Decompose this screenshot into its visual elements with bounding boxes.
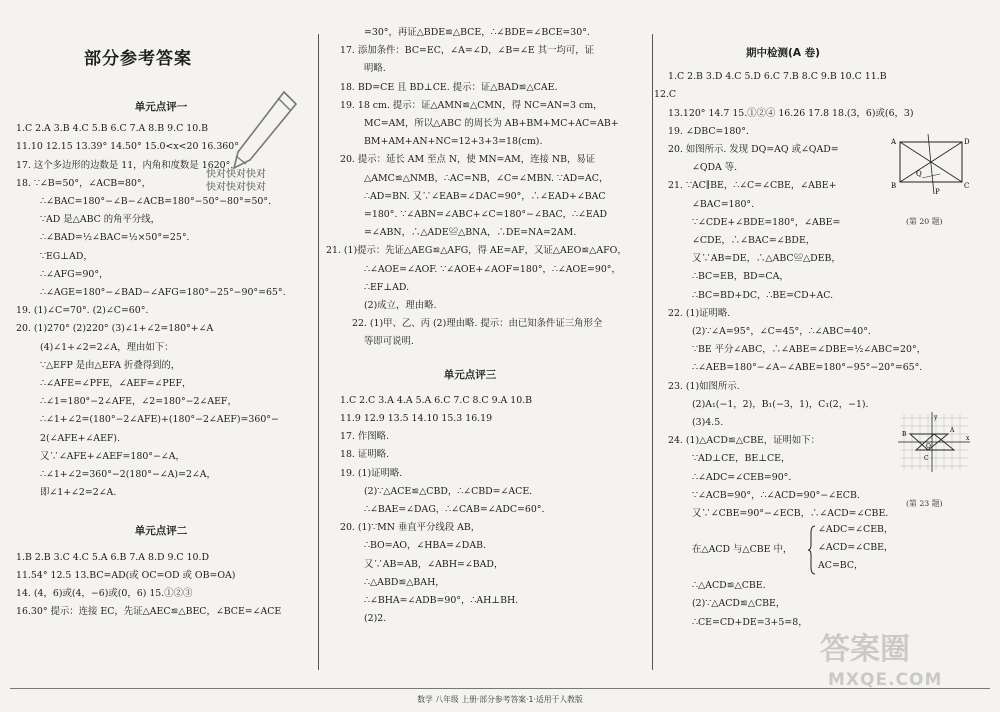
answer-line: △AMC≌△NMB，∴AC=NB，∠C=∠MBN. ∵AD=AC， [364, 172, 609, 184]
handwriting-line: 快对快对快对 [206, 169, 266, 180]
figure-20-label: B [891, 182, 897, 190]
answer-line: ∠CDE，∴∠BAC=∠BDE， [692, 235, 816, 247]
answer-line: ∠ADC=∠CEB， [818, 524, 894, 536]
answer-line: ∴EF⊥AD. [364, 281, 410, 293]
answer-line: ∴BO=AO，∠HBA=∠DAB. [364, 540, 486, 552]
figure-20-label: Q [916, 170, 922, 178]
answer-line: BM+AM+AN+NC=12+3+3=18(cm). [364, 136, 543, 148]
answer-line: 16.30° 提示：连接 EC，先证△AEC≌△BEC，∠BCE=∠ACE [16, 606, 282, 618]
answer-line: ∴∠1=180°−2∠AFE，∠2=180°−2∠AEF， [40, 396, 237, 408]
answer-line: 21. ∵AC∥BE，∴∠C=∠CBE，∠ABE+ [668, 180, 837, 192]
figure-20-label: C [964, 182, 970, 190]
answer-line: ∠ACD=∠CBE， [818, 542, 894, 554]
figure-20-label: A [891, 138, 897, 146]
answer-line: (3)4.5. [692, 417, 724, 429]
answer-line: 19. (1)证明略. [340, 467, 403, 479]
figure-23-grid [896, 412, 972, 474]
answer-line: ∴∠BAE=∠DAG，∴∠CAB=∠ADC=60°. [364, 504, 545, 516]
answer-line: 19. 18 cm. 提示：证△AMN≌△CMN，得 NC=AN=3 cm， [340, 99, 603, 111]
answer-line: 等即可说明. [364, 336, 414, 348]
figure-23-label: O [926, 443, 931, 450]
answer-line: (4)∠1+∠2=2∠A，理由如下： [40, 341, 174, 353]
answer-line: =30°，再证△BDE≌△BCE，∴∠BDE=∠BCE=30°. [364, 27, 590, 38]
answer-line: 22. (1)甲、乙、丙 (2)理由略. 提示：由已知条件证三角形全 [352, 318, 603, 330]
answer-line: 又∵AB=AB，∠ABH=∠BAD， [364, 558, 504, 570]
answer-line: 17. 添加条件：BC=EC，∠A=∠D，∠B=∠E 其一均可，证 [340, 45, 595, 57]
answer-line: ∴∠BAD=½∠BAC=½×50°=25°. [40, 232, 190, 244]
section-heading-unit2: 单元点评二 [134, 525, 188, 538]
answer-line: ∵△EFP 是由△EFA 折叠得到的， [40, 359, 181, 371]
answer-line: 20. (1)∵MN 垂直平分线段 AB， [340, 522, 481, 534]
answer-line: 1.C 2.A 3.B 4.C 5.B 6.C 7.A 8.B 9.C 10.B [16, 123, 209, 135]
answer-line: ∴∠AFE=∠PFE，∠AEF=∠PEF， [40, 378, 192, 390]
answer-line: 11.54° 12.5 13.BC=AD(或 OC=OD 或 OB=OA) [16, 569, 236, 581]
answer-line: ∠BAC=180°. [692, 198, 755, 210]
answer-line: 19. ∠DBC=180°. [668, 125, 749, 137]
watermark-url: MXQE.COM [828, 670, 943, 690]
column-1 [16, 98, 306, 621]
answer-line: 13.120° 14.7 15.①②④ 16.26 17.8 18.(3，6)或(6，3) [668, 107, 914, 119]
answer-line: (2)∵△ACD≌△CBE， [692, 598, 786, 610]
answer-line: 12.C [654, 89, 677, 101]
answer-line: 即∠1+∠2=2∠A. [40, 487, 117, 499]
section-heading-unit1: 单元点评一 [134, 101, 188, 113]
answer-line: ∵AD⊥CE，BE⊥CE， [692, 453, 791, 465]
answer-line: 又∵∠AFE+∠AEF=180°−∠A， [40, 450, 185, 462]
answer-line: 18. BD=CE 且 BD⊥CE. 提示：证△BAD≌△CAE. [340, 81, 558, 93]
answer-line: ∴∠BHA=∠ADB=90°，∴AH⊥BH. [364, 595, 519, 607]
figure-23-label: C [924, 455, 929, 462]
answer-line: ∴△ABD≌△BAH， [364, 576, 445, 588]
answer-line: ∵EG⊥AD， [40, 250, 93, 262]
figure-20-diagram [888, 134, 972, 196]
answer-line: 24. (1)△ACD≌△CBE，证明如下： [668, 435, 821, 447]
answer-line: (2)成立，理由略. [364, 300, 437, 312]
section-heading-unit3: 单元点评三 [443, 368, 497, 381]
answer-line: 14. (4，6)或(4，−6)或(0，6) 15.①②③ [16, 588, 193, 600]
answer-line: ∴∠BAC=180°−∠B−∠ACB=180°−50°−80°=50°. [40, 196, 272, 208]
answer-line: (2)∵△ACE≌△CBD，∴∠CBD=∠ACE. [364, 485, 533, 497]
figure-23-label: y [934, 414, 938, 421]
answer-line: ∴∠AGE=180°−∠BAD−∠AFG=180°−25°−90°=65°. [40, 287, 286, 299]
answer-line: 明略. [364, 63, 386, 75]
answer-line: ∴△ACD≌△CBE. [692, 580, 766, 592]
answer-line: ∴∠1+∠2=360°−2(180°−∠A)=2∠A， [40, 469, 216, 481]
answer-line: 22. (1)证明略. [668, 307, 731, 319]
handwriting-line: 快对快对快对 [206, 182, 266, 193]
answer-line: 19. (1)∠C=70°. (2)∠C=60°. [16, 305, 149, 317]
column-2 [326, 24, 640, 629]
answer-line: ∵AD 是△ABC 的角平分线， [40, 214, 161, 226]
answer-line: 18. ∵∠B=50°，∠ACB=80°， [16, 177, 151, 189]
answer-line: ∠QDA 等. [692, 162, 738, 174]
answer-line: 11.10 12.15 13.39° 14.50° 15.0<x<20 16.360° [16, 141, 239, 153]
answer-line: ∵∠ACB=90°，∴∠ACD=90°−∠ECB. [692, 489, 860, 501]
answer-line: (2)2. [364, 613, 387, 625]
figure-20-caption: (第 20 题) [906, 217, 943, 226]
answer-line: =∠ABN，∴△ADE≌△BNA，∴DE=NA=2AM. [364, 227, 577, 239]
footer-rule [10, 688, 990, 689]
answer-line: ∴CE=CD+DE=3+5=8， [692, 616, 808, 628]
figure-23-label: A [950, 427, 955, 434]
answer-line: ∴∠AOE=∠AOF. ∵∠AOE+∠AOF=180°，∴∠AOE=90°， [364, 263, 621, 275]
answer-line: 20. 如图所示. 发现 DQ=AQ 或∠QAD= [668, 144, 839, 156]
footer-text: 数学 八年级 上册·部分参考答案·1·适用于人教版 [417, 695, 583, 704]
answer-line: 23. (1)如图所示. [668, 380, 740, 392]
answer-line: 又∵AB=DE，∴△ABC≌△DEB， [692, 253, 841, 265]
answer-line: (2)A₁(−1，2)，B₁(−3，1)，C₁(2，−1). [692, 398, 869, 410]
answer-line: ∴BC=EB，BD=CA， [692, 271, 789, 283]
figure-23-caption: (第 23 题) [906, 499, 943, 508]
congruence-conditions [668, 523, 988, 577]
page-footer [0, 680, 1000, 712]
answer-line: AC=BC， [818, 560, 864, 572]
answer-line: ∴∠ADC=∠CEB=90°. [692, 471, 792, 483]
answer-line: MC=AM，所以△ABC 的周长为 AB+BM+MC+AC=AB+ [364, 118, 619, 130]
watermark-logo: 答案圈 [820, 632, 910, 667]
answer-line: 11.9 12.9 13.5 14.10 15.3 16.19 [340, 413, 493, 425]
column-divider-2 [652, 34, 653, 670]
answer-line: ∴BC=BD+DC，∴BE=CD+AC. [692, 289, 834, 301]
figure-20-label: P [935, 188, 940, 196]
answer-line: 1.C 2.B 3.D 4.C 5.D 6.C 7.B 8.C 9.B 10.C 11.B [668, 71, 887, 83]
answer-line: 21. (1)提示：先证△AEG≌△AFG，得 AE=AF，又证△AEO≌△AFO， [326, 245, 627, 257]
column-divider-1 [318, 34, 319, 670]
answer-line: 在△ACD 与△CBE 中， [692, 544, 793, 556]
answer-line: 1.C 2.C 3.A 4.A 5.A 6.C 7.C 8.C 9.A 10.B [340, 394, 533, 406]
answer-line: 18. 证明略. [340, 449, 389, 461]
section-heading-midterm: 期中检测(A 卷) [746, 47, 820, 59]
answer-line: 2(∠AFE+∠AEF). [40, 432, 121, 444]
answer-line: (2)∵∠A=95°，∠C=45°，∴∠ABC=40°. [692, 326, 871, 338]
figure-23-label: x [966, 435, 970, 442]
answer-line: 20. (1)270° (2)220° (3)∠1+∠2=180°+∠A [16, 323, 214, 335]
answer-line: 17. 这个多边形的边数是 11，内角和度数是 1620°. [16, 159, 234, 171]
page-title: 部分参考答案 [84, 49, 192, 69]
left-brace-icon [808, 525, 816, 575]
answer-line: 17. 作图略. [340, 431, 389, 443]
answer-line: 1.B 2.B 3.C 4.C 5.A 6.B 7.A 8.D 9.C 10.D [16, 551, 209, 563]
answer-line: ∴AD=BN. 又∵∠EAB=∠DAC=90°，∴∠EAD+∠BAC [364, 190, 606, 202]
answer-line: 又∵∠CBE=90°−∠ECB，∴∠ACD=∠CBE. [692, 508, 889, 520]
answer-line: ∴∠AEB=180°−∠A−∠ABE=180°−95°−20°=65°. [692, 362, 923, 374]
column-3 [654, 44, 988, 632]
answer-line: ∴∠1+∠2=(180°−2∠AFE)+(180°−2∠AEF)=360°− [40, 414, 279, 426]
answer-line: ∵∠CDE+∠BDE=180°，∠ABE= [692, 216, 841, 228]
figure-20-label: D [964, 138, 970, 146]
answer-line: =180°. ∵∠ABN=∠ABC+∠C=180°−∠BAC，∴∠EAD [364, 209, 607, 221]
answer-line: ∴∠AFG=90°， [40, 268, 109, 280]
answer-line: ∵BE 平分∠ABC，∴∠ABE=∠DBE=½∠ABC=20°， [692, 344, 927, 356]
figure-23-label: B [902, 431, 907, 438]
answer-line: 20. 提示：延长 AM 至点 N，使 MN=AM，连接 NB，易证 [340, 154, 596, 166]
